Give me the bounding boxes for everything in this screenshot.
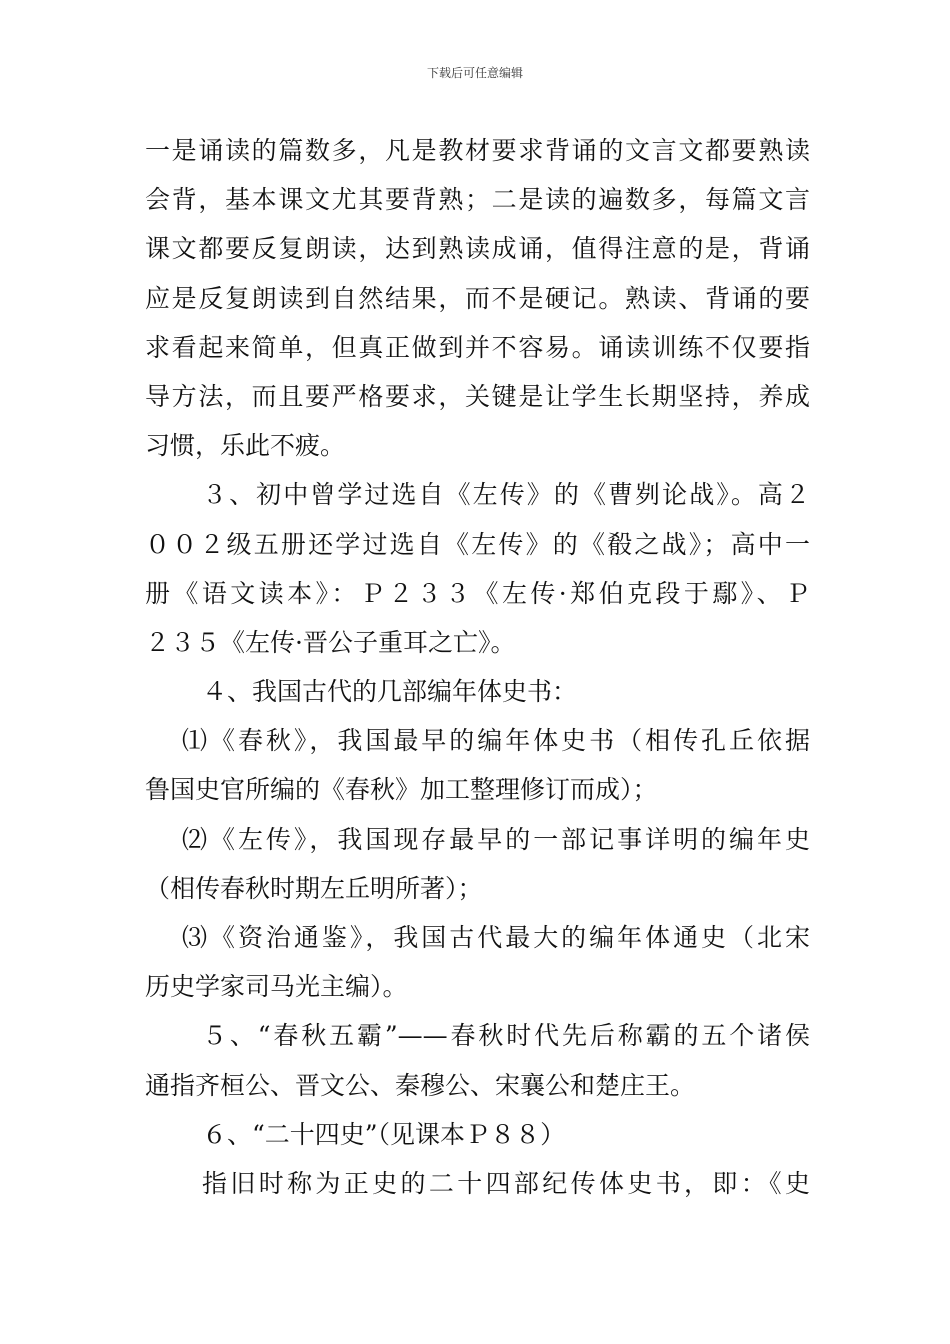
text-line: 册《语文读本》：Ｐ２３３《左传·郑伯克段于鄢》、Ｐ [145,578,810,608]
text-line: 习惯，乐此不疲。 [145,431,346,461]
text-line: 求看起来简单，但真正做到并不容易。诵读训练不仅要指 [145,332,810,362]
text-line: 导方法，而且要严格要求，关键是让学生长期坚持，养成 [145,381,810,411]
text-line: ００２级五册还学过选自《左传》的《殽之战》；高中一 [145,529,810,559]
text-line: ５、“春秋五霸”——春秋时代先后称霸的五个诸侯 [202,1021,810,1051]
text-line: 鲁国史官所编的《春秋》加工整理修订而成）； [145,775,658,805]
text-line: 会背，基本课文尤其要背熟；二是读的遍数多，每篇文言 [145,185,810,215]
page-header: 下载后可任意编辑 [426,66,523,80]
text-line: ４、我国古代的几部编年体史书： [202,677,578,707]
text-line: 历史学家司马光主编）。 [145,972,408,1002]
text-line: （相传春秋时期左丘明所著）； [145,873,483,903]
text-line: ⑴《春秋》，我国最早的编年体史书（相传孔丘依据 [182,726,810,756]
text-line: ２３５《左传·晋公子重耳之亡》。 [145,627,516,657]
text-line: ３、初中曾学过选自《左传》的《曹刿论战》。高２ [202,480,810,510]
text-line: ６、“二十四史”（见课本Ｐ８８） [202,1119,566,1149]
text-line: 通指齐桓公、晋文公、秦穆公、宋襄公和楚庄王。 [145,1070,696,1100]
document-body [145,126,810,1208]
text-line: 一是诵读的篇数多，凡是教材要求背诵的文言文都要熟读 [145,136,810,165]
text-line: ⑵《左传》，我国现存最早的一部记事详明的编年史 [182,824,810,854]
text-line: 指旧时称为正史的二十四部纪传体史书，即：《史 [202,1168,810,1198]
text-line: 应是反复朗读到自然结果，而不是硬记。熟读、背诵的要 [145,283,810,313]
text-line: 课文都要反复朗读，达到熟读成诵，值得注意的是，背诵 [145,234,810,264]
text-line: ⑶《资治通鉴》，我国古代最大的编年体通史（北宋 [182,923,810,952]
